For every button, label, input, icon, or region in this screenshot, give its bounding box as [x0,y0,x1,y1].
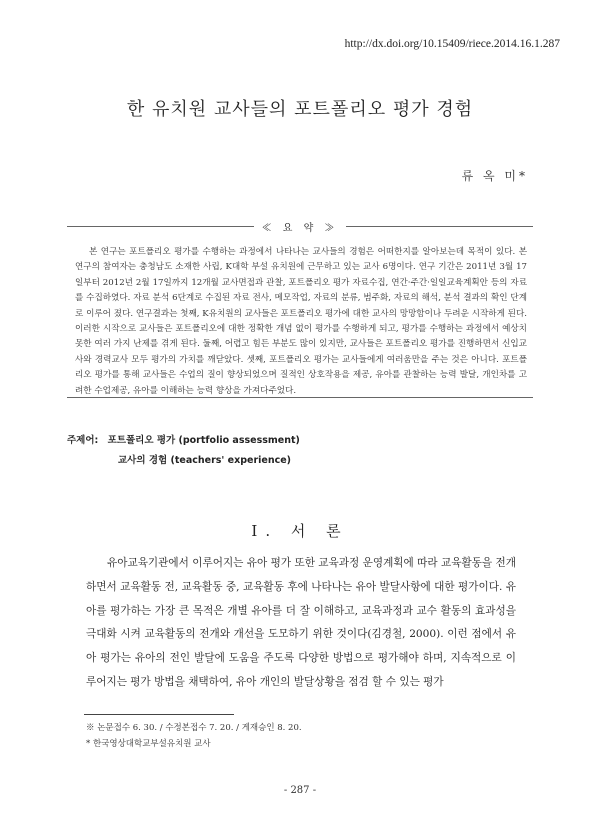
abstract-heading: ≪ 요 약 ≫ [67,219,533,234]
doi-link[interactable]: http://dx.doi.org/10.15409/riece.2014.16.1.287 [344,38,560,50]
section-heading: Ⅰ. 서 론 [251,522,349,540]
abstract-box [67,223,533,398]
footnote-affiliation: * 한국영상대학교부설유치원 교사 [86,739,211,749]
footnote-divider [84,714,234,715]
keywords-label: 주제어: [67,435,99,446]
author: 류 옥 미* [461,169,528,183]
body-paragraph: 유아교육기관에서 이루어지는 유아 평가 또한 교육과정 운영계획에 따라 교육활동을 전개하면서 교육활동 전, 교육활동 중, 교육활동 후에 나타나는 유아 발달사항에 대한 평가이다. 유아를 평가하는 가장 큰 목적은 개별 유아를 더 잘 이해하고, 교육과정과 교수 활동의 효과성을 극대화 시켜 교육활동의 전개와 개선을 도모하기 위한 것이다(김경철, 2000). 이런 점에서 유아 평가는 유아의 전인 발달에 도움을 주도록 다양한 방법으로 평가해야 하며, 지속적으로 이루어지는 평가 방법을 채택하여, 유아 개인의 발달상황을 점검 할 수 있는 평가 [86,557,516,688]
paper-title: 한 유치원 교사들의 포트폴리오 평가 경험 [126,99,474,120]
keyword-item: 포트폴리오 평가 (portfolio assessment) [107,435,300,446]
footnotes [86,720,302,752]
keyword-item: 교사의 경험 (teachers' experience) [118,455,292,466]
footnote-dates: ※ 논문접수 6. 30. / 수정본접수 7. 20. / 게재승인 8. 20. [86,723,302,733]
page-number: - 287 - [283,785,317,796]
keywords [67,432,300,472]
abstract-text: 본 연구는 포트폴리오 평가를 수행하는 과정에서 나타나는 교사들의 경험은 어떠한지를 알아보는데 목적이 있다. 본 연구의 참여자는 충청남도 소재한 사립, K대학 부설 유치원에 근무하고 있는 교사 6명이다. 연구 기간은 2011년 3월 17일부터 2012년 2월 17일까지 12개월 교사면접과 관찰, 포트폴리오 평가 자료수집, 연간·주간·일일교육계획안 등의 자료를 수집하였다. 자료 분석 6단계로 수집된 자료 전사, 메모작업, 자료의 분류, 범주화, 자료의 해석, 분석 결과의 확인 단계로 이루어 졌다. 연구결과는 첫째, K유치원의 교사들은 포트폴리오 평가에 대한 교사의 망망함이나 두려운 시작하게 된다. 이러한 시작으로 교사들은 포트폴리오에 대한 정확한 개념 없이 평가를 수행하게 되고, 평가를 수행하는 과정에서 예상치 못한 여러 가지 난제를 겪게 된다. 둘째, 어렵고 힘든 부분도 많이 있지만, 교사들은 포트폴리오 평가를 진행하면서 신입교사와 경력교사 모두 평가의 가치를 깨닫았다. 셋째, 포트폴리오 평가는 교사들에게 여러움만을 주는 것은 아니다. 포트폴리오 평가를 통해 교사들은 수업의 질이 향상되었으며 질적인 상호작용을 제공, 유아를 관찰하는 능력 발달, 개인차를 고려한 수업제공, 유아를 이해하는 능력 향상을 가져다주었다. [75,247,527,396]
